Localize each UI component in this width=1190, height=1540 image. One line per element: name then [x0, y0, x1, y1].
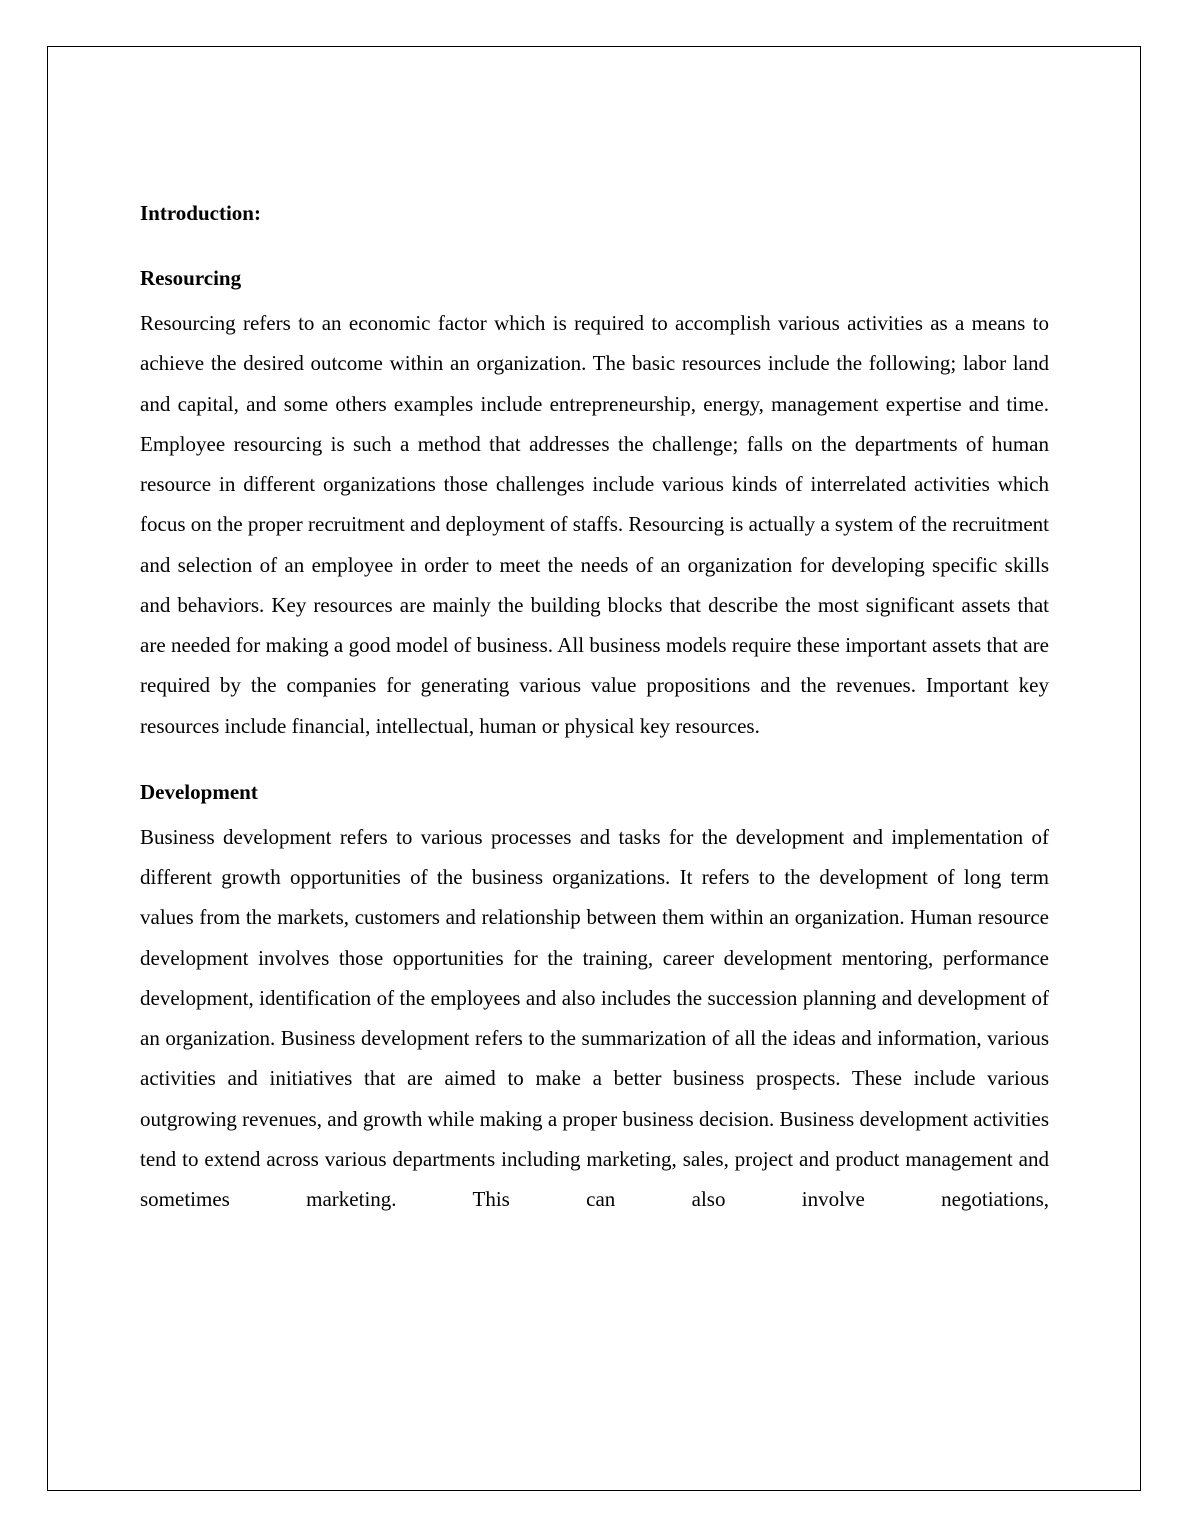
resourcing-paragraph: Resourcing refers to an economic factor which is required to accomplish various activities as a means to achieve the desired outcome within an organization. The basic resources include the following; labor land and capital, and some others examples include entrepreneurship, energy, management expertise and time. Employee resourcing is such a method that addresses the challenge; falls on the departments of human resource in different organizations those challenges include various kinds of interrelated activities which focus on the proper recruitment and deployment of staffs. Resourcing is actually a system of the recruitment and selection of an employee in order to meet the needs of an organization for developing specific skills and behaviors. Key resources are mainly the building blocks that describe the most significant assets that are needed for making a good model of business. All business models require these important assets that are required by the companies for generating various value propositions and the revenues. Important key resources include financial, intellectual, human or physical key resources.	[140, 311, 1049, 738]
document-body	[140, 198, 1049, 1219]
development-paragraph: Business development refers to various processes and tasks for the development and implementation of different growth opportunities of the business organizations. It refers to the development of long term values from the markets, customers and relationship between them within an organization. Human resource development involves those opportunities for the training, career development mentoring, performance development, identification of the employees and also includes the succession planning and development of an organization. Business development refers to the summarization of all the ideas and information, various activities and initiatives that are aimed to make a better business prospects. These include various outgrowing revenues, and growth while making a proper business decision. Business development activities tend to extend across various departments including marketing, sales, project and product management and sometimes marketing. This can also involve negotiations,	[140, 824, 1049, 1211]
introduction-heading: Introduction:	[140, 201, 261, 225]
resourcing-heading: Resourcing	[140, 266, 242, 290]
development-section	[140, 777, 1049, 1220]
development-heading: Development	[140, 779, 258, 804]
resourcing-section	[140, 263, 1049, 746]
